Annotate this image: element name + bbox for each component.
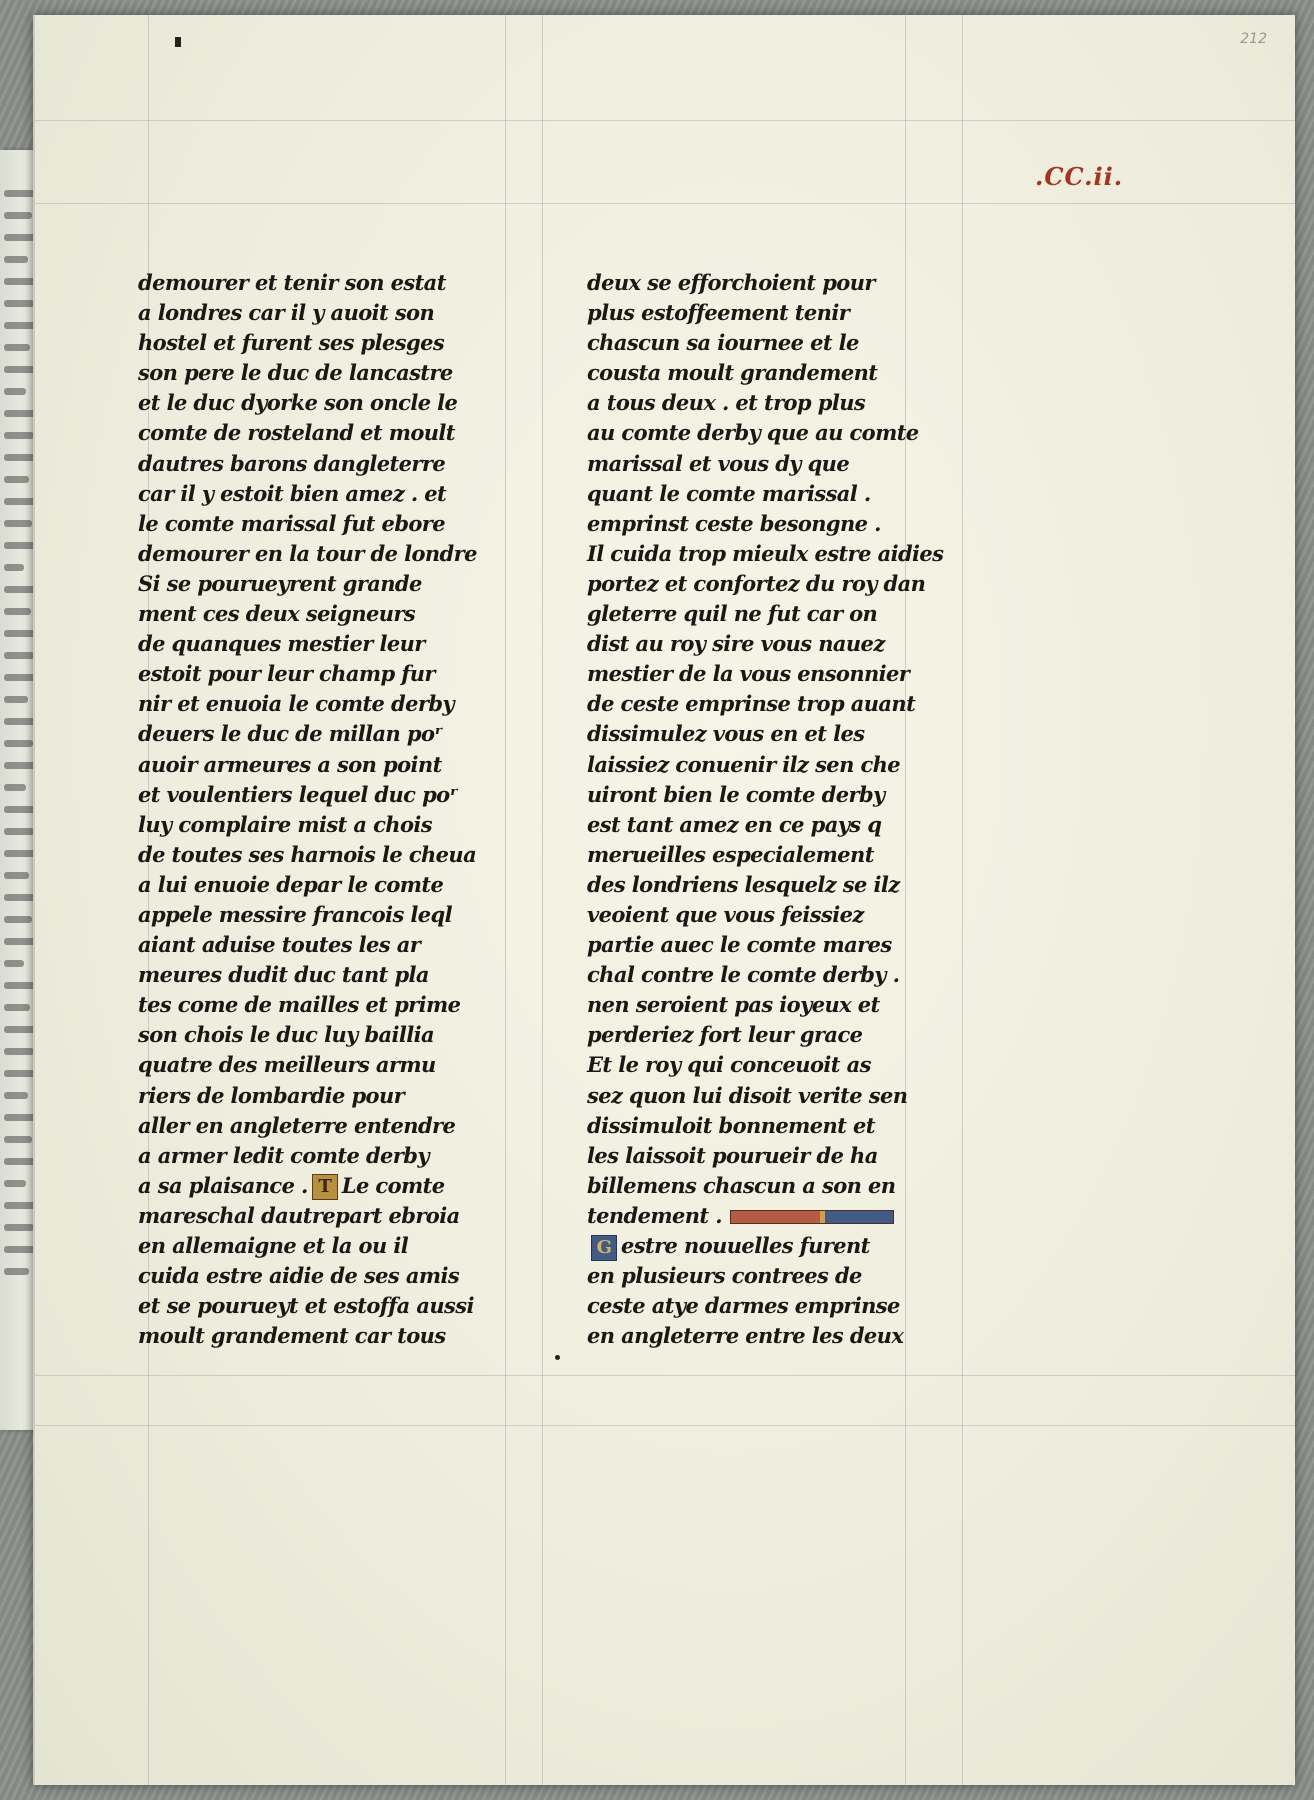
text-line: sez quon lui disoit verite sen <box>587 1082 908 1108</box>
text-line: tes come de mailles et prime <box>138 992 461 1018</box>
text-line: emprinst ceste besongne . <box>587 510 881 536</box>
text-line: en angleterre entre les deux <box>587 1323 904 1349</box>
text-line: de toutes ses harnois le cheua <box>138 841 477 867</box>
text-column-right <box>587 268 977 1351</box>
text-line: partie auec le comte mares <box>587 932 892 958</box>
text-line: nen seroient pas ioyeux et <box>587 992 880 1018</box>
text-line: deux se efforchoient pour <box>587 270 875 295</box>
text-line: auoir armeures a son point <box>138 751 442 777</box>
text-line: mestier de la vous ensonnier <box>587 661 910 687</box>
text-line: et voulentiers lequel duc poʳ <box>138 781 458 807</box>
text-line: en allemaigne et la ou il <box>138 1233 409 1258</box>
text-line: demourer et tenir son estat <box>138 270 446 295</box>
text-line: plus estoffeement tenir <box>587 300 850 326</box>
text-line: Si se pourueyrent grande <box>138 570 422 596</box>
text-line: hostel et furent ses plesges <box>138 330 445 356</box>
text-line: ceste atye darmes emprinse <box>587 1293 900 1319</box>
text-line: portez et confortez du roy dan <box>587 570 926 596</box>
text-line: merueilles especialement <box>587 841 874 867</box>
text-line: dissimulez vous en et les <box>587 721 865 747</box>
text-line: son pere le duc de lancastre <box>138 360 453 386</box>
text-line: aiant aduise toutes les ar <box>138 932 421 958</box>
text-line: luy complaire mist a chois <box>138 811 432 837</box>
text-line: uiront bien le comte derby <box>587 781 885 807</box>
text-line: son chois le duc luy baillia <box>138 1022 435 1048</box>
text-line: et se pourueyt et estoffa aussi <box>138 1293 474 1319</box>
text-line: nir et enuoia le comte derby <box>138 691 455 717</box>
folio-number: 212 <box>1240 31 1267 47</box>
ruling-line <box>35 1425 1295 1426</box>
text-line: est tant amez en ce pays q <box>587 811 882 837</box>
text-line: laissiez conuenir ilz sen che <box>587 751 901 777</box>
text-segment: estre nouuelles furent <box>621 1233 870 1258</box>
text-column-left <box>138 268 528 1351</box>
text-line: ment ces deux seigneurs <box>138 601 416 627</box>
text-line: des londriens lesquelz se ilz <box>587 871 900 897</box>
text-line: en plusieurs contrees de <box>587 1263 862 1289</box>
text-line: Et le roy qui conceuoit as <box>587 1052 871 1078</box>
text-line: quatre des meilleurs armu <box>138 1052 436 1078</box>
text-line: de ceste emprinse trop auant <box>587 691 916 717</box>
text-line: a lui enuoie depar le comte <box>138 871 444 897</box>
ruling-line <box>35 203 1295 204</box>
illuminated-initial: G <box>591 1235 617 1261</box>
text-line: veoient que vous feissiez <box>587 901 864 927</box>
text-line: gleterre quil ne fut car on <box>587 601 878 627</box>
text-line: riers de lombardie pour <box>138 1082 405 1108</box>
text-line: dist au roy sire vous nauez <box>587 631 885 657</box>
ruling-line <box>35 1375 1295 1376</box>
text-line: les laissoit pourueir de ha <box>587 1142 878 1168</box>
text-line: a armer ledit comte derby <box>138 1142 429 1168</box>
text-line: chal contre le comte derby . <box>587 962 900 988</box>
text-line: aller en angleterre entendre <box>138 1112 456 1138</box>
text-line: billemens chascun a son en <box>587 1172 896 1198</box>
text-line: quant le comte marissal . <box>587 480 871 506</box>
text-line: car il y estoit bien amez . et <box>138 480 447 506</box>
chapter-heading: .CC.ii. <box>1035 162 1124 191</box>
text-line: a londres car il y auoit son <box>138 300 435 326</box>
text-line: a tous deux . et trop plus <box>587 390 866 416</box>
text-line: Il cuida trop mieulx estre aidies <box>587 540 944 566</box>
text-line: deuers le duc de millan poʳ <box>138 721 443 747</box>
text-line: estoit pour leur champ fur <box>138 661 435 687</box>
text-segment: a sa plaisance . <box>138 1172 308 1198</box>
text-line: comte de rosteland et moult <box>138 420 455 446</box>
text-line: dissimuloit bonnement et <box>587 1112 875 1138</box>
ink-mark <box>175 37 181 47</box>
text-line: dautres barons dangleterre <box>138 450 446 476</box>
text-line: cousta moult grandement <box>587 360 878 386</box>
text-line: perderiez fort leur grace <box>587 1022 863 1048</box>
text-line: le comte marissal fut ebore <box>138 510 446 536</box>
ruling-line <box>35 120 1295 121</box>
ruling-line <box>542 15 543 1785</box>
text-line: au comte derby que au comte <box>587 420 919 446</box>
line-filler-ornament <box>730 1210 894 1224</box>
illuminated-initial: T <box>312 1174 338 1200</box>
text-segment: tendement . <box>587 1202 722 1228</box>
text-line: moult grandement car tous <box>138 1323 446 1349</box>
ink-dot <box>555 1355 560 1360</box>
text-line: mareschal dautrepart ebroia <box>138 1202 460 1228</box>
text-line: marissal et vous dy que <box>587 450 850 476</box>
text-line: cuida estre aidie de ses amis <box>138 1263 460 1289</box>
text-line: de quanques mestier leur <box>138 631 425 657</box>
text-segment: Le comte <box>341 1172 445 1198</box>
text-line-with-initial <box>587 1231 977 1261</box>
text-line: meures dudit duc tant pla <box>138 962 429 988</box>
text-line: et le duc dyorke son oncle le <box>138 390 458 416</box>
text-line: demourer en la tour de londre <box>138 540 477 566</box>
text-line: appele messire francois leql <box>138 901 453 927</box>
text-line-with-filler <box>587 1201 977 1231</box>
text-line-with-initial <box>138 1171 528 1201</box>
text-line: chascun sa iournee et le <box>587 330 859 356</box>
